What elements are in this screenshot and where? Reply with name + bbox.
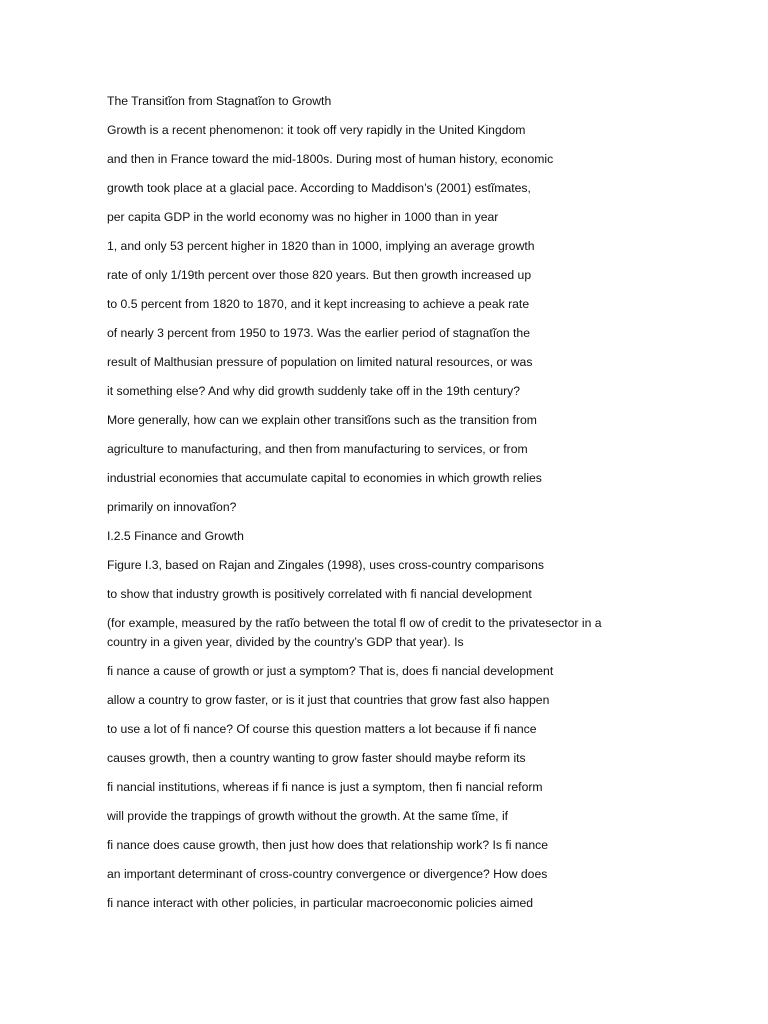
paragraph-line: result of Malthusian pressure of population on limited natural resources, or was: [107, 355, 533, 369]
paragraph-line: fi nancial institutions, whereas if fi nance is just a symptom, then fi nancial reform: [107, 780, 543, 794]
paragraph-line: fi nance does cause growth, then just how does that relationship work? Is fi nance: [107, 838, 549, 852]
paragraph-line: agriculture to manufacturing, and then from manufacturing to services, or from: [107, 442, 528, 456]
paragraph-line: rate of only 1/19th percent over those 820 years. But then growth increased up: [107, 268, 532, 282]
paragraph-line: to show that industry growth is positively correlated with fi nancial development: [107, 587, 532, 601]
paragraph-line: causes growth, then a country wanting to grow faster should maybe reform its: [107, 751, 526, 765]
paragraph-line: it something else? And why did growth suddenly take off in the 19th century?: [107, 384, 521, 398]
paragraph-line: 1, and only 53 percent higher in 1820 than in 1000, implying an average growth: [107, 239, 535, 253]
paragraph-line: per capita GDP in the world economy was no higher in 1000 than in year: [107, 210, 499, 224]
paragraph-line: (for example, measured by the ratĩo between the total fl ow of credit to the privatesector in a: [107, 616, 602, 630]
paragraph-line: and then in France toward the mid-1800s. During most of human history, economic: [107, 152, 554, 166]
paragraph-line: Growth is a recent phenomenon: it took off very rapidly in the United Kingdom: [107, 123, 526, 137]
paragraph-line: industrial economies that accumulate capital to economies in which growth relies: [107, 471, 542, 485]
paragraph-line: primarily on innovatĩon?: [107, 500, 237, 514]
paragraph-line: fi nance interact with other policies, in particular macroeconomic policies aimed: [107, 896, 534, 910]
paragraph-line: growth took place at a glacial pace. According to Maddison’s (2001) estĩmates,: [107, 181, 531, 195]
paragraph-line: allow a country to grow faster, or is it just that countries that grow fast also happen: [107, 693, 550, 707]
paragraph-line: an important determinant of cross-country convergence or divergence? How does: [107, 867, 548, 881]
paragraph-line: of nearly 3 percent from 1950 to 1973. Was the earlier period of stagnatĩon the: [107, 326, 530, 340]
paragraph-line: More generally, how can we explain other transitĩons such as the transition from: [107, 413, 537, 427]
heading-transition: The Transitĩon from Stagnatĩon to Growth: [107, 94, 332, 108]
paragraph-line: country in a given year, divided by the country’s GDP that year). Is: [107, 635, 464, 649]
paragraph-line: fi nance a cause of growth or just a symptom? That is, does fi nancial development: [107, 664, 554, 678]
heading-finance-growth: I.2.5 Finance and Growth: [107, 529, 244, 543]
paragraph-line: to use a lot of fi nance? Of course this question matters a lot because if fi nance: [107, 722, 537, 736]
paragraph-line: will provide the trappings of growth without the growth. At the same tĩme, if: [107, 809, 509, 823]
paragraph-line: to 0.5 percent from 1820 to 1870, and it kept increasing to achieve a peak rate: [107, 297, 530, 311]
paragraph-line: Figure I.3, based on Rajan and Zingales (1998), uses cross-country comparisons: [107, 558, 544, 572]
